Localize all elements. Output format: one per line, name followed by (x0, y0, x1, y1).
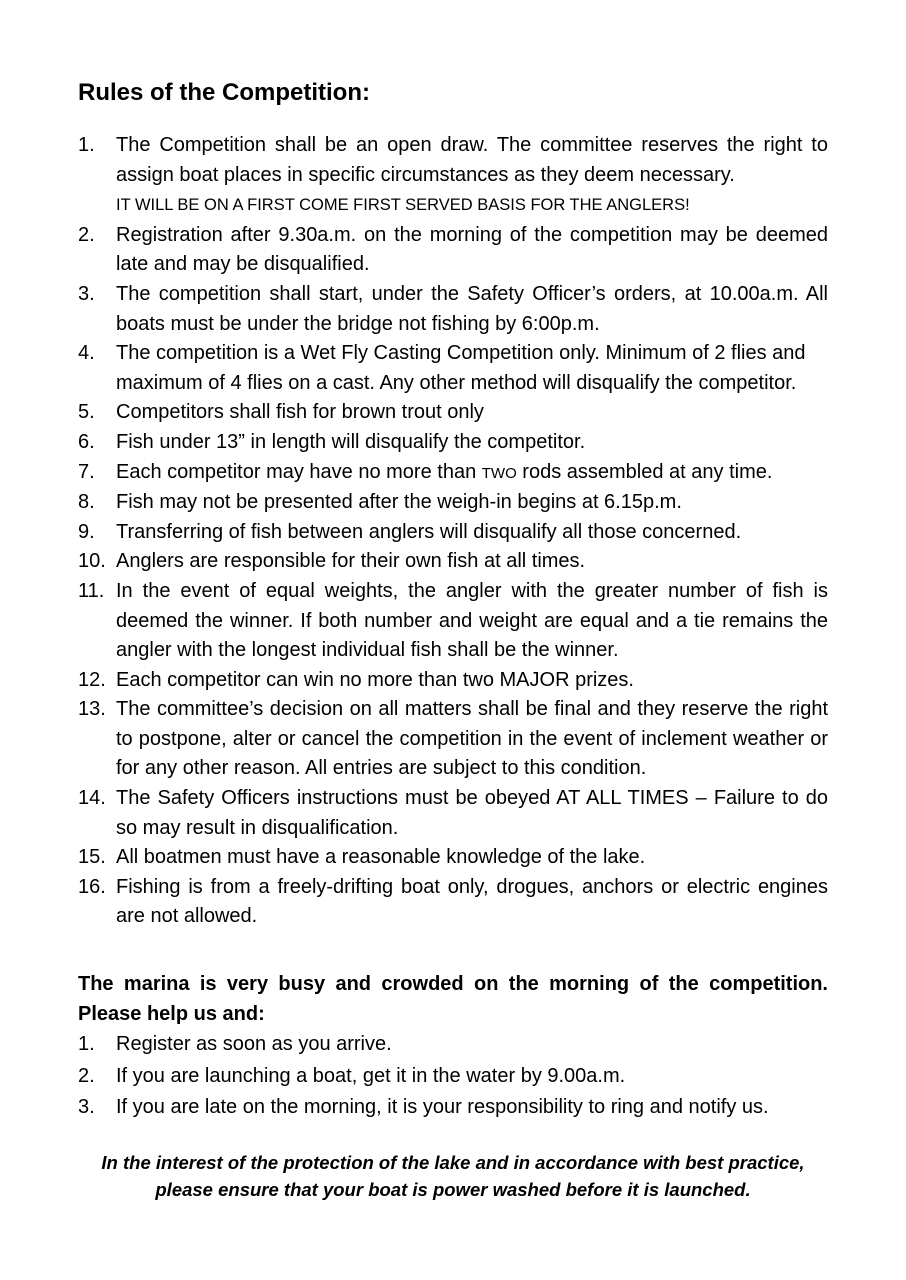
rule-number: 7. (78, 460, 95, 483)
rule-number: 3. (78, 282, 95, 305)
step-text: Register as soon as you arrive. (116, 1033, 392, 1055)
rule-text: Transferring of fish between anglers will disqualify all those concerned. (116, 520, 742, 543)
rule-item (78, 488, 828, 518)
rule-item (78, 547, 828, 577)
rule-item (78, 666, 828, 696)
rule-item (78, 458, 828, 489)
step-number: 3. (78, 1096, 95, 1118)
rule-text: In the event of equal weights, the angler with the greater number of fish is deemed the winner. If both number and weight are equal and a tie remains the angler with the longest individual fish shall be the winner. (116, 579, 828, 662)
rule-item (78, 280, 828, 339)
rule-number: 14. (78, 787, 106, 810)
rule-number: 15. (78, 846, 106, 869)
rule-item (78, 339, 828, 398)
page-title: Rules of the Competition: (78, 79, 370, 106)
rule-item (78, 518, 828, 548)
rule-item (78, 695, 828, 784)
rule-text: The committee’s decision on all matters shall be final and they reserve the right to postpone, alter or cancel the competition in the event of inclement weather or for any other reason. All entries are subject to this condition. (116, 698, 828, 780)
rule-number: 5. (78, 401, 95, 424)
rule-text: Anglers are responsible for their own fish at all times. (116, 550, 586, 573)
rule-text: Registration after 9.30a.m. on the morning of the competition may be deemed late and may be disqualified. (116, 223, 828, 276)
rule-number: 6. (78, 430, 95, 453)
rule-text: Fish under 13” in length will disqualify the competitor. (116, 430, 586, 453)
step-number: 2. (78, 1064, 95, 1087)
rule-number: 8. (78, 491, 95, 514)
rule-note: IT WILL BE ON A FIRST COME FIRST SERVED BASIS FOR THE ANGLERS! (116, 196, 690, 215)
rule-item (78, 131, 828, 221)
rule-item (78, 577, 828, 666)
footer-line: In the interest of the protection of the lake and in accordance with best practice, (101, 1152, 805, 1173)
rule-text: Fishing is from a freely-drifting boat only, drogues, anchors or electric engines are not allowed. (116, 875, 828, 928)
rule-text: Each competitor can win no more than two MAJOR prizes. (116, 668, 634, 691)
steps-list (78, 1029, 828, 1124)
rules-list (78, 131, 828, 932)
rule-text: All boatmen must have a reasonable knowledge of the lake. (116, 846, 646, 869)
step-item (78, 1061, 828, 1093)
step-text: If you are launching a boat, get it in the water by 9.00a.m. (116, 1064, 626, 1087)
rule-item (78, 428, 828, 458)
rule-number: 10. (78, 550, 106, 573)
rule-text: The competition is a Wet Fly Casting Competition only. Minimum of 2 flies and maximum of 4 flies on a cast. Any other method will disqualify the competitor. (116, 342, 806, 394)
rule-number: 16. (78, 875, 106, 898)
rule-item (78, 221, 828, 280)
rule-text: The competition shall start, under the Safety Officer’s orders, at 10.00a.m. All boats must be under the bridge not fishing by 6:00p.m. (116, 282, 828, 335)
rule-text: Each competitor may have no more than TWO rods assembled at any time. (116, 460, 773, 483)
step-item (78, 1029, 828, 1061)
rule-item (78, 843, 828, 873)
footer-line: please ensure that your boat is power washed before it is launched. (155, 1178, 751, 1200)
rule-text: Competitors shall fish for brown trout only (116, 401, 484, 424)
rule-item (78, 784, 828, 843)
rule-number: 13. (78, 698, 106, 721)
rule-text: The Competition shall be an open draw. The committee reserves the right to assign boat places in specific circumstances as they deem necessary. IT WILL BE ON A FIRST COME FIRST SERVED BASIS FOR THE ANGLERS! (116, 134, 828, 215)
rule-text: Fish may not be presented after the weigh-in begins at 6.15p.m. (116, 491, 682, 514)
rule-number: 9. (78, 520, 95, 543)
rule-number: 2. (78, 223, 95, 246)
rule-number: 1. (78, 134, 95, 156)
rule-text: The Safety Officers instructions must be obeyed AT ALL TIMES – Failure to do so may result in disqualification. (116, 787, 828, 839)
step-number: 1. (78, 1033, 95, 1055)
rule-item (78, 873, 828, 932)
step-text: If you are late on the morning, it is your responsibility to ring and notify us. (116, 1096, 769, 1118)
footer-note (78, 1150, 828, 1203)
rule-number: 11. (78, 579, 105, 602)
rule-number: 12. (78, 668, 106, 691)
step-item (78, 1092, 828, 1124)
rule-number: 4. (78, 342, 95, 365)
rule-item (78, 398, 828, 428)
marina-notice: The marina is very busy and crowded on the morning of the competition. Please help us and: (78, 973, 828, 1025)
